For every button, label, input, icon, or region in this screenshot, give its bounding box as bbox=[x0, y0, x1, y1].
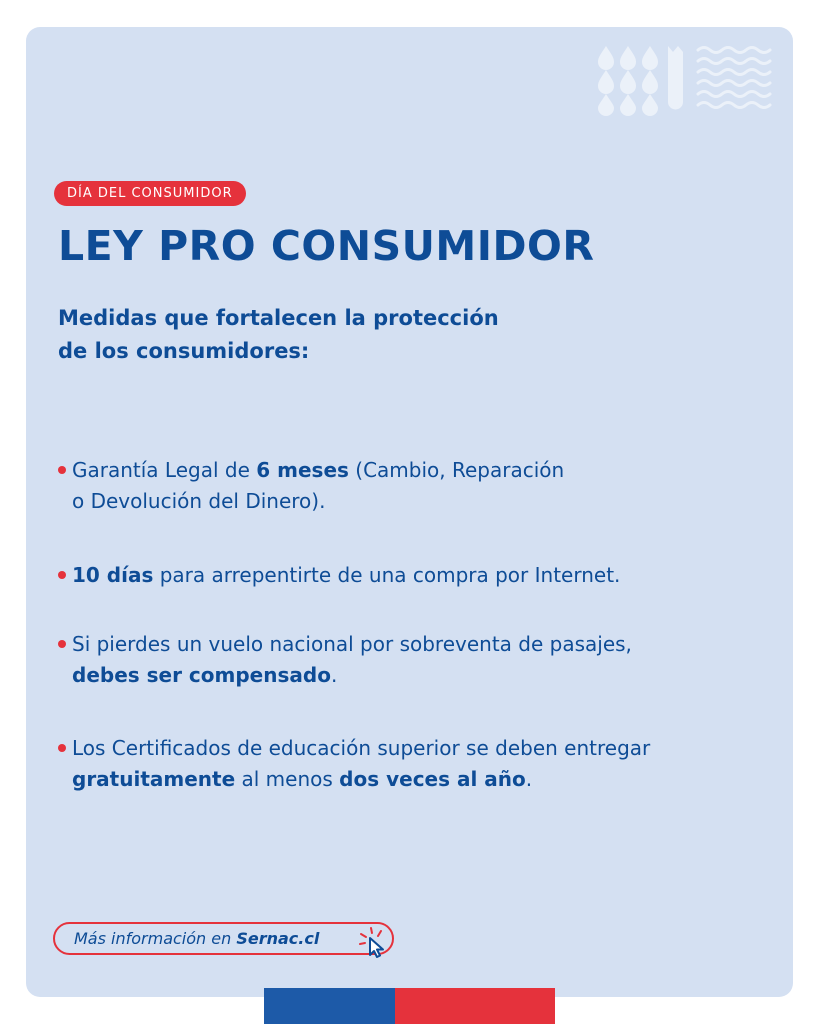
list-item bbox=[58, 560, 620, 591]
bullet-dot-icon bbox=[58, 571, 66, 579]
bullet-bold: debes ser compensado bbox=[72, 663, 331, 687]
bullet-text: . bbox=[525, 767, 533, 791]
water-drops-waves-icon bbox=[596, 44, 776, 116]
bullet-text: (Cambio, Reparación bbox=[348, 458, 565, 482]
click-cursor-icon bbox=[357, 926, 391, 958]
more-info-link[interactable] bbox=[53, 922, 394, 955]
more-info-prefix: Más información en bbox=[74, 929, 237, 948]
bullet-dot-icon bbox=[58, 640, 66, 648]
subtitle-line-1: Medidas que fortalecen la protección bbox=[58, 306, 499, 330]
flag-stripe-blue bbox=[264, 988, 395, 1024]
bullet-text: al menos bbox=[235, 767, 340, 791]
bullet-text: o Devolución del Dinero). bbox=[72, 489, 326, 513]
subtitle bbox=[58, 302, 499, 368]
list-item bbox=[58, 455, 564, 517]
bullet-bold: 10 días bbox=[72, 563, 154, 587]
bullet-dot-icon bbox=[58, 466, 66, 474]
bullet-text: . bbox=[330, 663, 338, 687]
list-item bbox=[58, 629, 632, 691]
list-item bbox=[58, 733, 650, 795]
bullet-text: Garantía Legal de bbox=[72, 458, 257, 482]
more-info-text bbox=[74, 924, 319, 953]
bullet-dot-icon bbox=[58, 744, 66, 752]
day-badge: DÍA DEL CONSUMIDOR bbox=[54, 181, 246, 206]
bullet-bold: 6 meses bbox=[256, 458, 349, 482]
subtitle-line-2: de los consumidores: bbox=[58, 339, 310, 363]
bullet-text: Si pierdes un vuelo nacional por sobreventa de pasajes, bbox=[72, 632, 632, 656]
flag-stripe-red bbox=[395, 988, 555, 1024]
page-title: LEY PRO CONSUMIDOR bbox=[58, 222, 595, 270]
bullet-text: Los Certificados de educación superior se deben entregar bbox=[72, 736, 651, 760]
bullet-text: para arrepentirte de una compra por Internet. bbox=[153, 563, 621, 587]
sernac-link-text: Sernac.cl bbox=[236, 929, 320, 948]
bullet-bold: gratuitamente bbox=[72, 767, 236, 791]
bullet-bold: dos veces al año bbox=[339, 767, 526, 791]
